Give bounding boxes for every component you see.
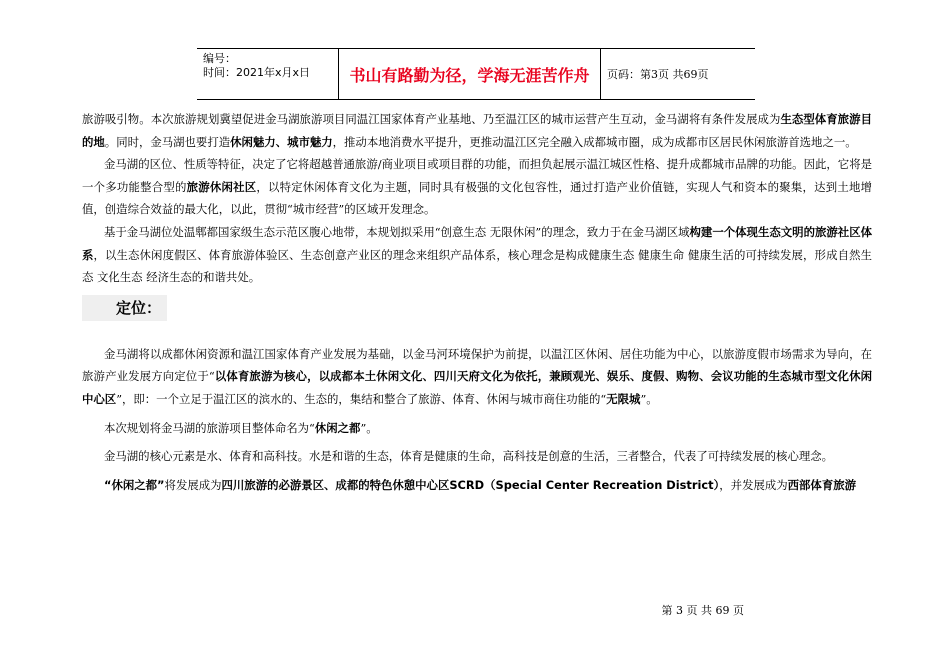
bold-text: 生态型体育旅游目的地 bbox=[82, 112, 872, 149]
bold-text: 休闲之都 bbox=[314, 420, 361, 435]
paragraph-1 bbox=[82, 108, 872, 153]
bold-text: 无限城 bbox=[606, 391, 641, 406]
paragraph-5 bbox=[82, 417, 872, 440]
text: 旅游吸引物。本次旅游规划冀望促进金马湖旅游项目同温江国家体育产业基地、乃至温江区的城市运营产生互动，金马湖将有条件发展成为 bbox=[82, 112, 781, 126]
text: ，以特定休闲体育文化为主题，同时具有极强的文化包容性，通过打造产业价值链，实现人气和资本的聚集，达到土地增值，创造综合效益的最大化，以此，贯彻“城市经营”的区域开发理念。 bbox=[82, 179, 872, 217]
bold-text: 四川旅游的必游景区、成都的特色休憩中心区SCRD（Special Center Recreation District） bbox=[221, 477, 720, 492]
paragraph-4 bbox=[82, 343, 872, 411]
text: ”。 bbox=[360, 420, 378, 435]
header-motto-cell bbox=[339, 49, 601, 99]
text: ，并发展成为 bbox=[719, 477, 788, 492]
page-header bbox=[197, 48, 755, 100]
text: 。同时，金马湖也要打造 bbox=[104, 134, 231, 149]
motto: 书山有路勤为径，学海无涯苦作舟 bbox=[349, 65, 590, 85]
text: 金马湖的核心元素是水、体育和高科技。水是和谐的生态，体育是健康的生命，高科技是创意的生活，三者整合，代表了可持续发展的核心理念。 bbox=[104, 449, 834, 464]
text: 金马湖的区位、性质等特征，决定了它将超越普通旅游/商业项目或项目群的功能，而担负起展示温江城区性格、提升成都城市品牌的功能。因此，它将是一个多功能整合型的 bbox=[82, 157, 872, 194]
text: ”，即：一个立足于温江区的滨水的、生态的，集结和整合了旅游、体育、休闲与城市商住功能的“ bbox=[116, 391, 607, 406]
text: ”。 bbox=[640, 391, 658, 406]
paragraph-7 bbox=[82, 474, 872, 497]
code-label: 编号： bbox=[203, 52, 236, 65]
page-label: 页码：第3页 共69页 bbox=[607, 68, 709, 81]
header-meta-cell bbox=[197, 49, 339, 99]
text: ，以生态休闲度假区、体育旅游体验区、生态创意产业区的理念来组织产品体系，核心理念是构成健康生态 健康生命 健康生活的可持续发展，形成自然生态 文化生态 经济生态的和谐共处。 bbox=[82, 247, 872, 285]
text: 将发展成为 bbox=[164, 477, 222, 492]
text: 本次规划将金马湖的旅游项目整体命名为“ bbox=[104, 420, 315, 435]
paragraph-2 bbox=[82, 153, 872, 221]
bold-text: 以体育旅游为核心，以成都本土休闲文化、四川天府文化为依托，兼顾观光、娱乐、度假、购物、会议功能的生态城市型文化休闲中心区 bbox=[82, 369, 872, 406]
bold-text: 西部体育旅游 bbox=[787, 477, 856, 492]
time-label: 时间：2021年x月x日 bbox=[203, 66, 311, 79]
paragraph-6 bbox=[82, 445, 872, 468]
text: ，推动本地消费水平提升，更推动温江区完全融入成都城市圈，成为成都市区居民休闲旅游首选地之一。 bbox=[332, 134, 857, 149]
bold-text: “休闲之都” bbox=[104, 477, 165, 492]
bold-text: 休闲魅力、城市魅力 bbox=[230, 134, 333, 149]
page-footer: 第 3 页 共 69 页 bbox=[661, 604, 744, 617]
bold-text: 旅游休闲社区 bbox=[186, 179, 257, 194]
text: 基于金马湖位处温郫都国家级生态示范区腹心地带，本规划拟采用“创意生态 无限休闲”的理念，致力于在金马湖区域 bbox=[104, 224, 690, 239]
paragraph-3 bbox=[82, 221, 872, 289]
header-page-cell bbox=[601, 49, 755, 99]
section-title: 定位： bbox=[82, 295, 167, 321]
bold-text: 构建一个体现生态文明的旅游社区体系 bbox=[82, 224, 872, 262]
text: 金马湖将以成都休闲资源和温江国家体育产业发展为基础，以金马河环境保护为前提，以温江区休闲、居住功能为中心，以旅游度假市场需求为导向，在旅游产业发展方向定位于“ bbox=[82, 346, 872, 384]
document-body bbox=[82, 108, 872, 496]
